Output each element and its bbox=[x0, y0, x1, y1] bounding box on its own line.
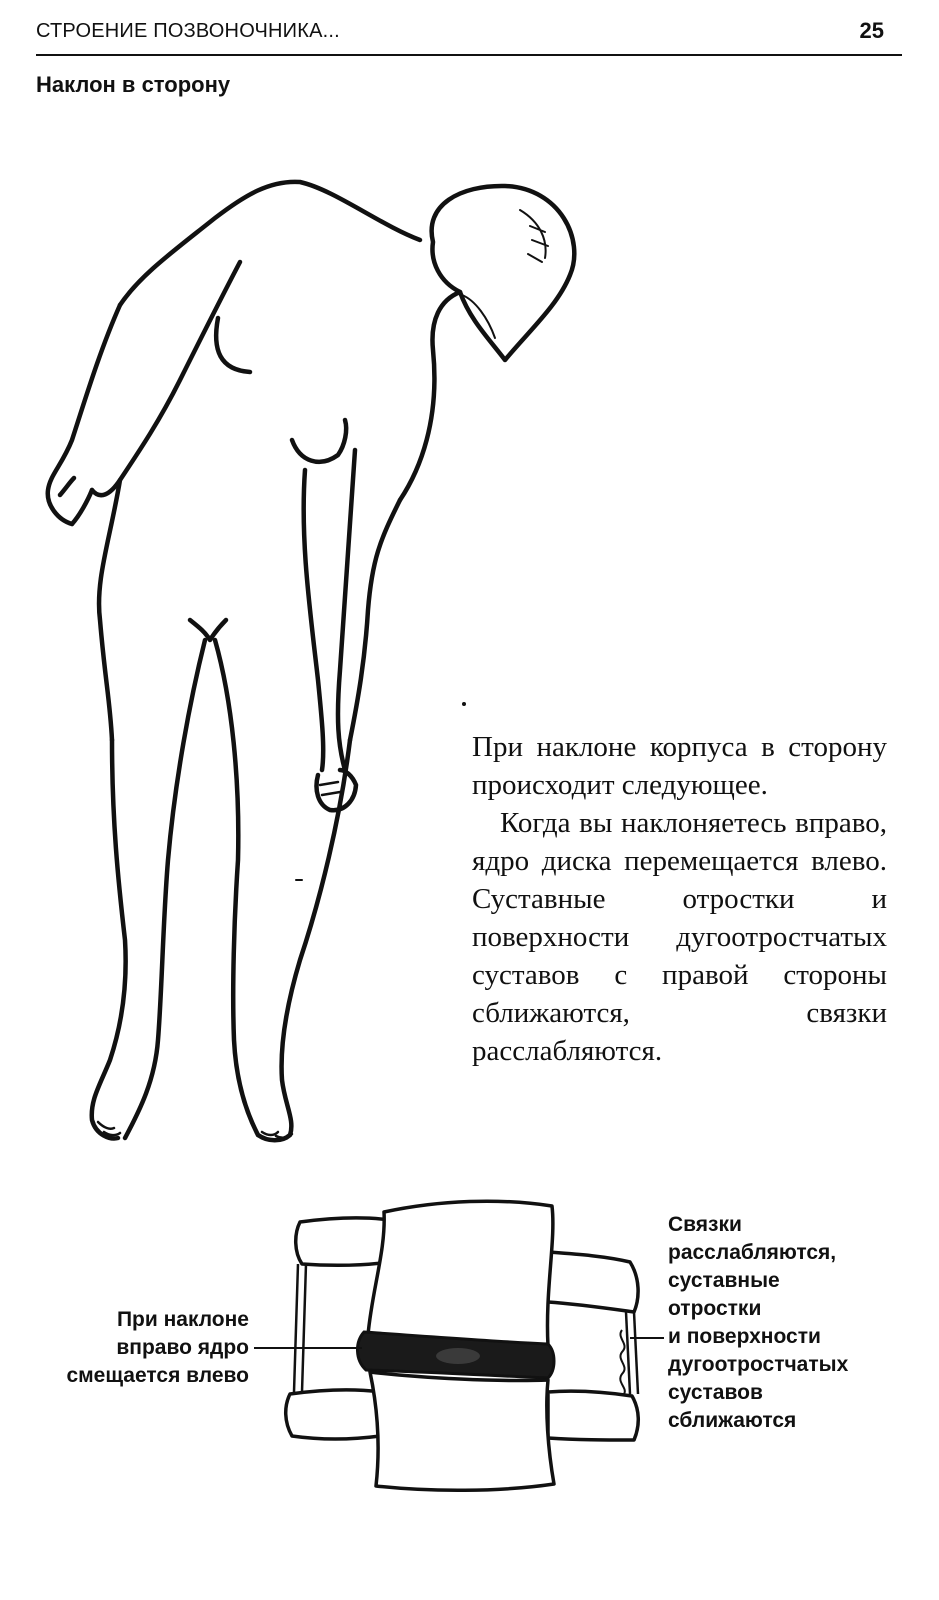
spine-segment-illustration bbox=[254, 1201, 664, 1490]
caption-line: смещается влево bbox=[66, 1364, 249, 1387]
caption-line: расслабляются, bbox=[668, 1241, 837, 1264]
caption-line: сближаются bbox=[668, 1409, 797, 1432]
caption-line: Связки bbox=[668, 1213, 742, 1236]
body-paragraph: При наклоне корпуса в сторону происходит следующее. bbox=[472, 731, 887, 801]
body-paragraph: Когда вы наклоняетесь вправо, ядро диска перемещается влево. Суставные отростки и поверхности дугоотростчатых суставов с правой стороны сближаются, связки расслабляются. bbox=[472, 807, 887, 1067]
caption-line: вправо ядро bbox=[116, 1336, 249, 1359]
caption-line: дугоотростчатых bbox=[668, 1353, 849, 1376]
nucleus-shift-caption bbox=[66, 1306, 249, 1390]
ligaments-caption bbox=[668, 1211, 848, 1435]
body-text bbox=[472, 728, 887, 1070]
caption-line: суставные bbox=[668, 1269, 780, 1292]
caption-line: При наклоне bbox=[116, 1308, 249, 1331]
caption-line: и поверхности bbox=[668, 1325, 821, 1348]
section-title: Наклон в сторону bbox=[36, 72, 231, 97]
running-title: СТРОЕНИЕ ПОЗВОНОЧНИКА... bbox=[36, 20, 340, 42]
caption-line: суставов bbox=[668, 1381, 763, 1404]
caption-line: отростки bbox=[668, 1297, 762, 1320]
page-number: 25 bbox=[859, 18, 884, 43]
